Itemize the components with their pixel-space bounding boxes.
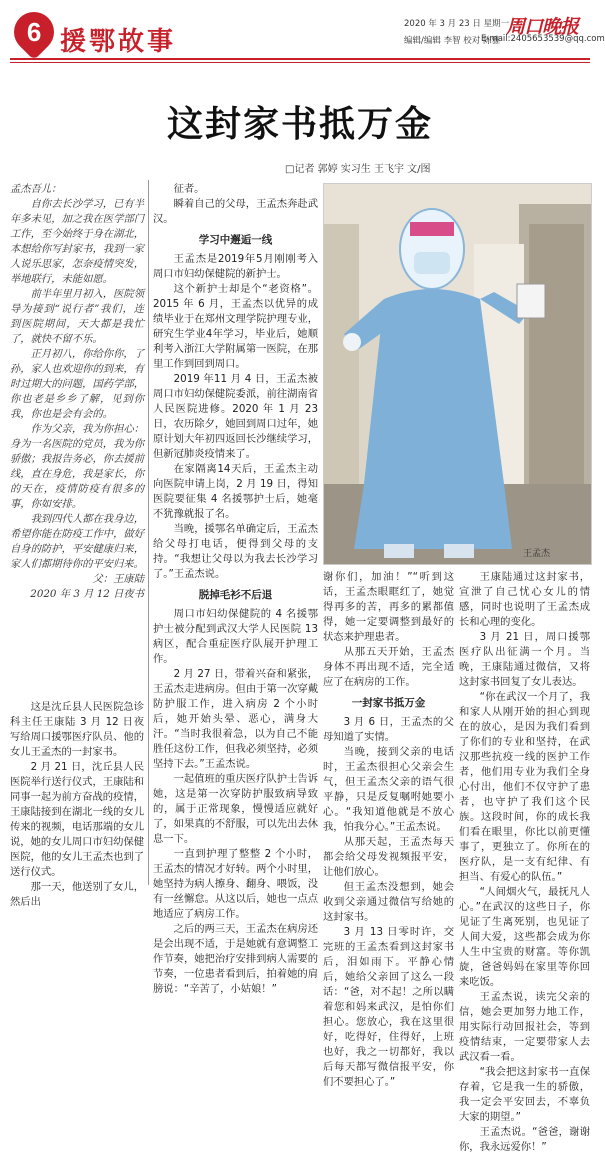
letter-date: 2020 年 3 月 12 日夜书 — [30, 588, 144, 600]
page-number-badge — [6, 4, 63, 61]
column-divider — [148, 180, 149, 885]
letter-paragraph: 我到四代人都在我身边，希望你能在防疫工作中，做好自身的防护，平安健康归来，家人们都期待你的平安归来。 — [10, 513, 144, 570]
body-paragraph: 王康陆通过这封家书，宣泄了自己忧心女儿的情感，同时也说明了王孟杰成长和心理的变化。 — [459, 571, 590, 628]
letter-paragraph: 前半年里月初入，医院领导为接到“说行者”我们，连到医院期间，天大都是我忙了，就快不留不乐。 — [10, 288, 144, 345]
body-paragraph: 一起值班的重庆医疗队护士告诉她，这是第一次穿防护服致病导致的，属于正常现象，慢慢适应就好了，如果真的不舒服，可以先出去休息一下。 — [153, 773, 318, 845]
section-subheading: 一封家书抵万金 — [351, 697, 426, 709]
section-title: 援鄂故事 — [60, 27, 177, 57]
body-paragraph: 3 月 21 日，周口援鄂医疗队出征满一个月。当晚，王康陆通过微信，又将这封家书回复了女儿表达。 — [459, 631, 590, 688]
body-paragraph: 谢你们，加油！”“听到这话，王孟杰眼眶红了，她觉得再多的苦，再多的累都值得，她一定要调整到最好的状态来护理患者。 — [323, 571, 454, 643]
editor-credits: 编辑/编辑 李智 校对 陈雅 — [404, 36, 500, 46]
letter-paragraph: 自你去长沙学习，已有半年多未见，加之我在医学部门工作，至今始终于身在湖北，本想给你写封家书，我到一家人说乐思家，怎奈疫情突发，举地联行，未能如愿。 — [10, 198, 144, 285]
body-paragraph: 周口市妇幼保健院的 4 名援鄂护士被分配到武汉大学人民医院 13 病区，配合重症医疗队展开护理工作。 — [153, 608, 318, 665]
header-rule-thin — [10, 62, 590, 63]
body-paragraph: 2 月 27 日，带着兴奋和紧张，王孟杰走进病房。但由于第一次穿戴防护服工作，进入病房 2 个小时后，她开始头晕、恶心，满身大汗。“当时我很着急，以为自己不能胜任这份工作，但我必须坚持，必须坚持下去。”王孟杰说。 — [153, 668, 318, 770]
page-number: 6 — [26, 17, 42, 47]
body-paragraph: 王孟杰说，读完父亲的信，她会更加努力地工作，用实际行动回报社会，等到疫情结束，一定要带家人去武汉看一看。 — [459, 991, 590, 1063]
letter-signature: 父：王康陆 — [92, 573, 144, 585]
body-paragraph: “人间烟火气，最抚凡人心。”在武汉的这些日子，你见证了生离死别，也见证了人间大爱，这些都会成为你人生中宝贵的财富。等你凯旋，爸爸妈妈在家里等你回来吃饭。 — [459, 886, 590, 988]
body-paragraph: 3 月 6 日，王孟杰的父母知道了实情。 — [323, 716, 454, 743]
column-2-body — [153, 182, 318, 995]
issue-date: 2020 年 3 月 23 日 星期一 ～ — [404, 19, 521, 29]
body-paragraph: 从那五天开始，王孟杰身体不再出现不适，完全适应了在病房的工作。 — [323, 646, 454, 688]
photo-caption: 王孟杰 — [523, 549, 551, 559]
column-3-body — [323, 570, 454, 1088]
body-paragraph: 一直到护理了整整 2 个小时，王孟杰的情况才好转。两个小时里，她坚持为病人擦身、翻身、喂饭，没有一丝懈怠。从这以后，她也一点点地适应了病房工作。 — [153, 848, 318, 920]
letter-paragraph: 作为父亲，我为你担心：身为一名医院的党员，我为你骄傲；我报告务必，你去援前线，直在身危，我是家长，你的天在，疫情防疫有很多的事，你如安排。 — [10, 423, 144, 510]
page-header — [0, 0, 605, 78]
body-paragraph: 这是沈丘县人民医院急诊科主任王康陆 3 月 12 日夜写给周口援鄂医疗队员、他的女儿王孟杰的一封家书。 — [10, 701, 144, 758]
section-subheading: 脱掉毛衫不后退 — [198, 589, 273, 601]
body-paragraph: 之后的两三天，王孟杰在病房还是会出现不适，于是她就有意调整工作节奏，她把治疗安排到病人需要的节奏，一位患者看到后，拍着她的肩膀说：“辛苦了，小姑娘！” — [153, 923, 318, 995]
body-paragraph: 王孟杰是2019年5月刚刚考入周口市妇幼保健院的新护士。 — [153, 253, 318, 280]
column-1-body — [10, 700, 144, 908]
letter-paragraph: 正月初八，你给你你，了孙，家人也欢迎你的到来，有时过期大的问题，国药学部，你也老是乡乡了解，见到你我，你也是会有会的。 — [10, 348, 144, 420]
letter-greeting: 孟杰吾儿： — [10, 183, 62, 195]
nurse-photo — [323, 183, 592, 565]
body-paragraph: 这个新护士却是个“老资格”。2015 年 6 月，王孟杰以优异的成绩毕业于在郑州文理学院护理专业，研究生学业4年学习，毕业后，她顺利考入浙江大学附属第一医院，在那里工作到回到周口。 — [153, 283, 318, 370]
body-paragraph: 3 月 13 日零时许，交完班的王孟杰看到这封家书后，泪如雨下。平静心情后，她给父亲回了这么一段话：“爸，对不起！之所以瞒着您和妈来武汉，是怕你们担心。您放心，我在这里很好，吃得好，住得好，上班也好，我之一切都好，我以后每天都写微信报平安，你们不要担心了。” — [323, 926, 454, 1088]
contact-email: E-mail:2405653539@qq.com — [481, 34, 605, 44]
body-paragraph: 在家隔离14天后，王孟杰主动向医院申请上岗，2 月 19 日，得知医院要征集 4 名援鄂护士后，她毫不犹豫就报了名。 — [153, 463, 318, 520]
body-paragraph: 瞬着自己的父母，王孟杰奔赴武汉。 — [153, 198, 318, 225]
body-paragraph: “我会把这封家书一直保存着，它是我一生的骄傲，我一定会平安回去，不辜负大家的期望。” — [459, 1066, 590, 1123]
body-paragraph: 当晚，接到父亲的电话时，王孟杰很担心父亲会生气，但王孟杰父亲的语气很平静，只是反复嘱咐她要小心。“我知道他就是不放心我，怕我分心。”王孟杰说。 — [323, 746, 454, 833]
body-paragraph: 当晚，援鄂名单确定后，王孟杰给父母打电话，便得到父母的支持。“我想让父母以为我去长沙学习了。”王孟杰说。 — [153, 523, 318, 580]
body-paragraph: 王孟杰说。“爸爸，谢谢你，我永远爱你！” — [459, 1126, 590, 1153]
newspaper-logo: 周口晚报 — [506, 16, 579, 38]
body-paragraph: 那一天，他送别了女儿，然后出 — [10, 881, 144, 908]
section-subheading: 学习中邂逅一线 — [198, 234, 273, 246]
body-paragraph: 2 月 21 日，沈丘县人民医院举行送行仪式，王康陆和同事一起为前方奋战的疫情，王康陆接到在湖北一线的女儿传来的视频，电话那端的女儿说，她的女儿周口市妇幼保健医院，他的女儿王孟杰也到了送行仪式。 — [10, 761, 144, 878]
body-paragraph: 但王孟杰没想到，她会收到父亲通过微信写给她的这封家书。 — [323, 881, 454, 923]
header-rule — [10, 58, 590, 60]
body-paragraph: 从那天起，王孟杰每天都会给父母发视频报平安，让他们放心。 — [323, 836, 454, 878]
letter-column — [10, 182, 144, 697]
article-headline: 这封家书抵万金 — [166, 103, 433, 145]
article-byline: □记者 郭婷 实习生 王飞宇 文/图 — [285, 164, 431, 175]
body-paragraph: 征者。 — [173, 183, 205, 195]
body-paragraph: 2019 年11 月 4 日，王孟杰被周口市妇幼保健院委派，前往湖南省人民医院进修。2020 年 1 月 23 日，农历除夕，她回到周口过年，她原计划大年初四返回长沙继续学习，但新冠肺炎疫情来了。 — [153, 373, 318, 460]
body-paragraph: “你在武汉一个月了，我和家人从刚开始的担心到现在的放心，是因为我们看到了你们的专业和坚持，在武汉那些抗疫一线的医护工作者，他们用专业为我们全身心付出，他们不仅守护了患者，也守护了我们这个民族。这段时间，你的成长我们看在眼里，你比以前更懂事了，更独立了。你所在的医疗队，是一支有纪律、有担当、有爱心的队伍。” — [459, 691, 590, 883]
column-4-body — [459, 570, 590, 1153]
